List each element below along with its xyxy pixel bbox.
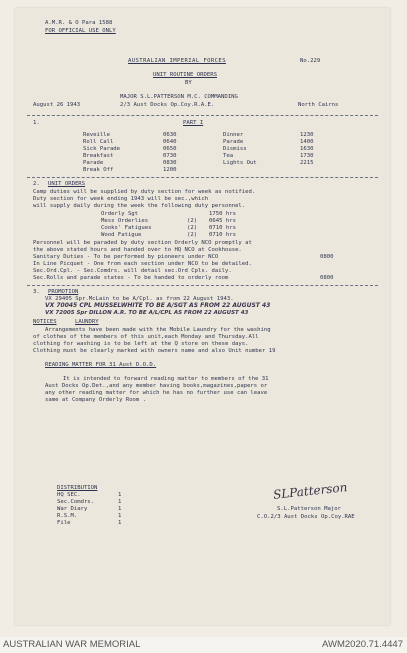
reading-text: It is intended to forward reading matter to members of the 31 (63, 376, 269, 382)
duty-qty: (2) (187, 225, 198, 231)
reading-text: same at Company Orderly Room . (45, 397, 147, 403)
reading-heading: READING MATTER FOR 31 Aust D.O.D. (45, 362, 157, 368)
notice-text: Clothing must be clearly marked with owners name and also Unit number 19 (33, 348, 276, 354)
distribution-qty: 1 (118, 492, 122, 498)
order-number: No.229 (300, 58, 321, 64)
schedule-time: 1730 (300, 153, 314, 159)
archive-name: AUSTRALIAN WAR MEMORIAL (3, 639, 141, 650)
order-text: the above stated hours and handed over to HQ NCO at Cookhouse. (33, 247, 242, 253)
order-text: Sec.Ord.Cpl. - Sec.Comdrs. will detail sec.Ord Cpls. daily. (33, 268, 232, 274)
order-text: In Line Picquet - One from each section under NCO to be detailed. (33, 261, 252, 267)
signatory-role: C.O.2/3 Aust Docks Op.Coy.RAE (257, 514, 355, 520)
reading-text: any other reading matter for which he has no further use can leave (45, 390, 268, 396)
handwritten-promotion: VX 70045 CPL MUSSELWHITE TO BE A/SGT AS FROM 22 AUGUST 43 (45, 302, 271, 309)
section-number: 3. (33, 289, 40, 295)
org-title: AUSTRALIAN IMPERIAL FORCES (128, 58, 226, 64)
order-time: 0800 (320, 275, 334, 281)
signatory-name: S.L.Patterson Major (277, 506, 341, 512)
order-date: August 26 1943 (33, 102, 81, 108)
schedule-item: Dismiss (223, 146, 247, 152)
order-text: Sec.Rolls and parade states - To be handed to orderly room (33, 275, 229, 281)
order-text: will supply daily during the week the following duty personnel. (33, 203, 246, 209)
schedule-item: Dinner (223, 132, 244, 138)
distribution-qty: 1 (118, 513, 122, 519)
distribution-recipient: War Diary (57, 506, 88, 512)
duty-time: 0645 hrs (209, 218, 236, 224)
section-heading: UNIT ORDERS (48, 181, 86, 187)
schedule-time: 1230 (300, 132, 314, 138)
laundry-heading: LAUNDRY (75, 319, 99, 325)
schedule-item: Tea (223, 153, 234, 159)
schedule-time: 0650 (163, 146, 177, 152)
order-text: Personnel will be paraded by duty section Orderly NCO promptly at (33, 240, 252, 246)
duty-qty: (2) (187, 232, 198, 238)
promotion-text: VX 29405 Spr.McLain to be A/Cpl. as from 22 August 1943. (45, 296, 234, 302)
duty-name: Mess Orderlies (101, 218, 149, 224)
schedule-time: 0830 (163, 160, 177, 166)
schedule-time: 2215 (300, 160, 314, 166)
schedule-time: 0730 (163, 153, 177, 159)
order-text: Camp duties will be supplied by duty section for week as notified. (33, 189, 256, 195)
notice-text: clothing for washing is to be left at the Q store on these days. (33, 341, 249, 347)
duty-time: 1750 hrs (209, 211, 236, 217)
schedule-item: Parade (223, 139, 244, 145)
signature: SLPatterson (272, 480, 348, 502)
unit-name: 2/3 Aust Docks Op.Coy.R.A.E. (120, 102, 215, 108)
document-title: UNIT ROUTINE ORDERS (153, 72, 217, 78)
duty-name: Wood Fatigue (101, 232, 142, 238)
schedule-time: 0640 (163, 139, 177, 145)
duty-qty: (2) (187, 218, 198, 224)
schedule-item: Lights Out (223, 160, 257, 166)
regulation-ref: A.M.R. & O Para 1588 (45, 20, 113, 26)
distribution-qty: 1 (118, 506, 122, 512)
schedule-item: Reveille (83, 132, 110, 138)
schedule-time: 1400 (300, 139, 314, 145)
divider (27, 285, 378, 286)
distribution-recipient: R.S.M. (57, 513, 78, 519)
distribution-qty: 1 (118, 520, 122, 526)
archive-footer (0, 637, 407, 653)
restriction-label: FOR OFFICIAL USE ONLY (45, 28, 116, 34)
document-page (15, 8, 390, 625)
by-label: BY (185, 80, 192, 86)
order-text: Sanitary Duties - To be performed by pioneers under NCO (33, 254, 219, 260)
order-text: Duty section for week ending 1943 will be sec.,which (33, 196, 209, 202)
part-number: 1. (33, 120, 40, 126)
part-title: PART I (183, 120, 204, 126)
duty-time: 0710 hrs (209, 232, 236, 238)
reading-text: Aust Docks Op.Det.,and any member having books,magazines,papers or (45, 383, 268, 389)
notice-text: of clothes of the members of this unit,each Monday and Thursday.All (33, 334, 259, 340)
author-line: MAJOR S.L.PATTERSON M.C. COMMANDING (120, 94, 238, 100)
distribution-qty: 1 (118, 499, 122, 505)
duty-time: 0710 hrs (209, 225, 236, 231)
schedule-time: 0630 (163, 132, 177, 138)
handwritten-promotion: VX 72005 Spr DILLON A.R. TO BE A/L/CPL AS FROM 22 AUGUST 43 (45, 310, 249, 316)
distribution-heading: DISTRIBUTION (57, 485, 98, 491)
schedule-time: 1630 (300, 146, 314, 152)
section-number: 2. (33, 181, 40, 187)
location: North Cairns (298, 102, 339, 108)
schedule-item: Breakfast (83, 153, 114, 159)
distribution-recipient: File (57, 520, 71, 526)
schedule-item: Sick Parade (83, 146, 121, 152)
section-heading: PROMOTION (48, 289, 79, 295)
duty-name: Orderly Sgt (101, 211, 139, 217)
schedule-time: 1200 (163, 167, 177, 173)
schedule-item: Break Off (83, 167, 114, 173)
distribution-recipient: HQ SEC. (57, 492, 81, 498)
distribution-recipient: Sec.Comdrs. (57, 499, 95, 505)
divider (27, 115, 378, 116)
notices-heading: NOTICES (33, 319, 57, 325)
order-time: 0800 (320, 254, 334, 260)
schedule-item: Roll Call (83, 139, 114, 145)
notice-text: Arrangements have been made with the Mobile Laundry for the washing (45, 327, 271, 333)
duty-name: Cooks' Fatigues (101, 225, 152, 231)
divider (27, 177, 378, 178)
archive-ref: AWM2020.71.4447 (322, 639, 403, 650)
schedule-item: Parade (83, 160, 104, 166)
